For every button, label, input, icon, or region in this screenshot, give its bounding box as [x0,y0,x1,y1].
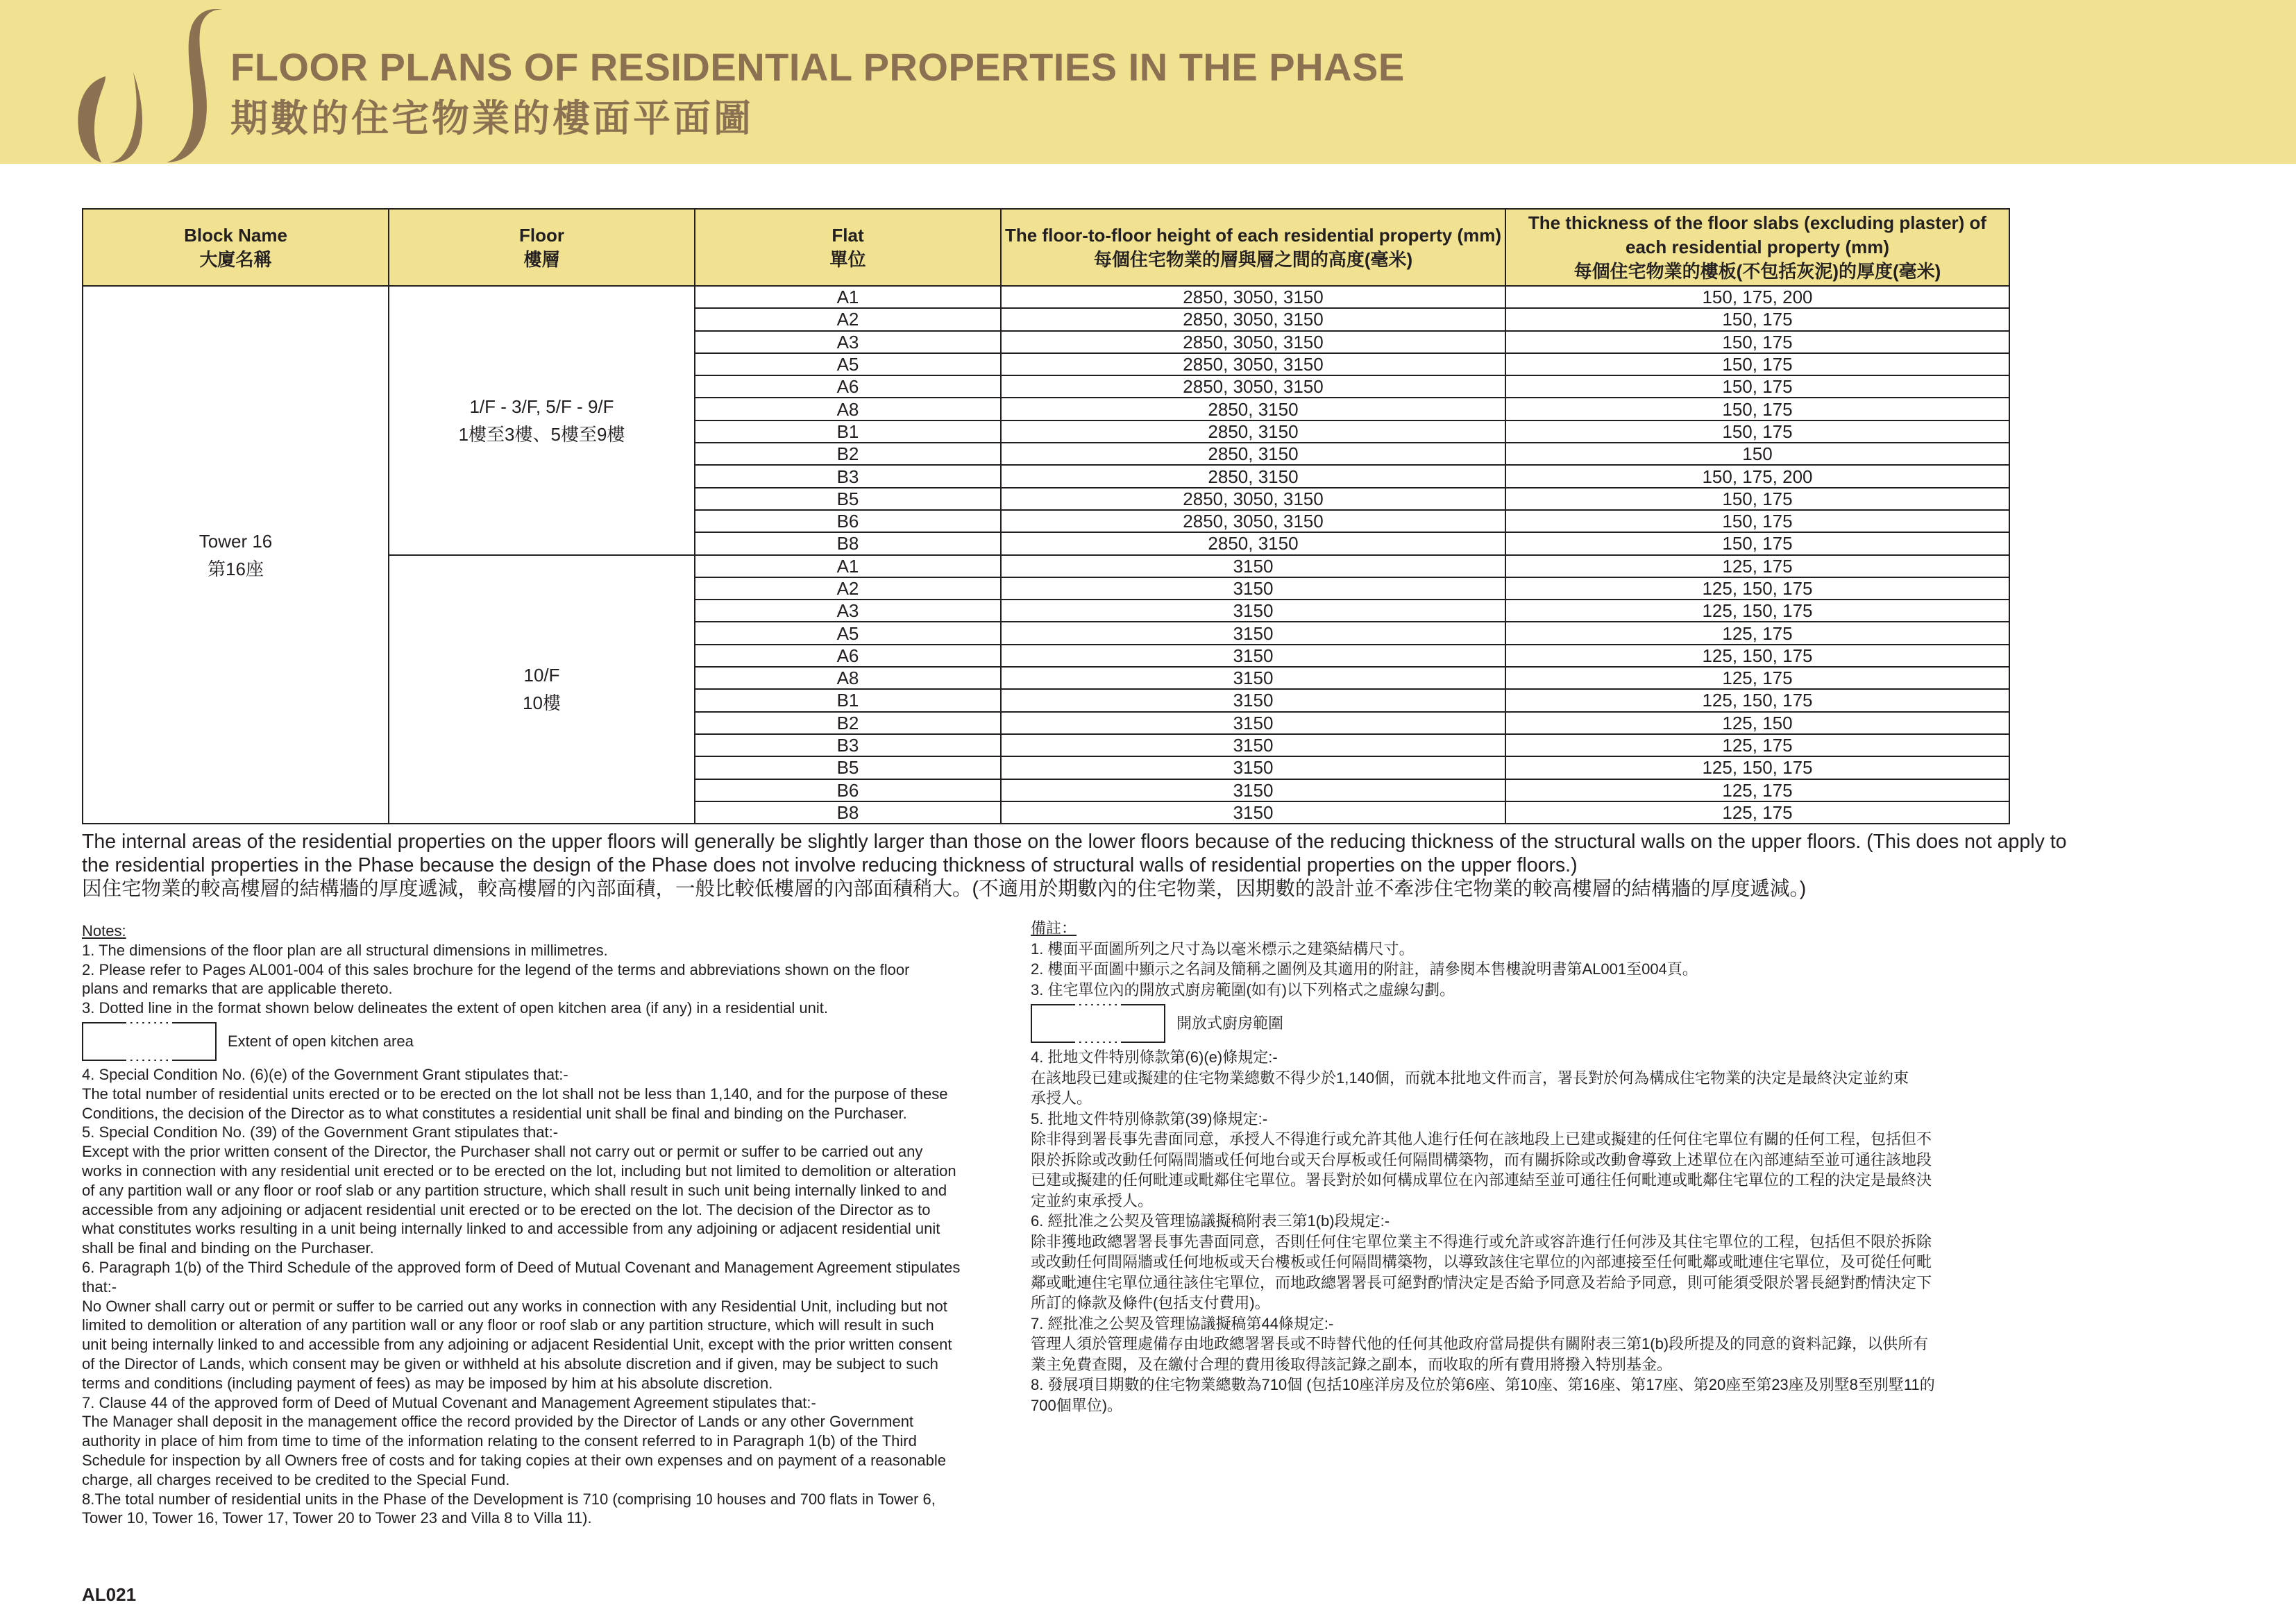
block-name-cell: Tower 16 第16座 [83,286,389,824]
note-line-zh: 鄰或毗連住宅單位通往該住宅單位，而地政總署署長可絕對酌情決定是否給予同意及若給予同意，則可能須受限於署長絕對酌情決定下 [1031,1273,1932,1291]
note-line: that:- [82,1277,117,1295]
height-cell: 3150 [1001,577,1505,600]
note-line-zh: 定並約束承授人。 [1031,1191,1154,1209]
notes-en [82,921,1012,1528]
height-cell: 2850, 3150 [1001,420,1505,443]
legend-label-zh: 開放式廚房範圍 [1176,1014,1284,1033]
note-line: plans and remarks that are applicable thereto. [82,980,393,998]
note-line-zh: 5. 批地文件特別條款第(39)條規定:- [1031,1110,1268,1128]
note-line: 4. Special Condition No. (6)(e) of the Government Grant stipulates that:- [82,1065,568,1083]
height-cell: 3150 [1001,667,1505,689]
height-cell: 3150 [1001,555,1505,577]
note-line: 7. Clause 44 of the approved form of Deed of Mutual Covenant and Management Agreement stipulates that:- [82,1393,816,1411]
legend-label: Extent of open kitchen area [228,1033,414,1051]
flat-cell: B5 [695,756,1001,779]
flat-cell: A2 [695,308,1001,330]
notes-heading: Notes: [82,922,126,940]
slab-cell: 150, 175, 200 [1505,465,2009,487]
note-line: 2. Please refer to Pages AL001-004 of this sales brochure for the legend of the terms and abbreviations shown on the floor [82,960,910,978]
page-title: FLOOR PLANS OF RESIDENTIAL PROPERTIES IN THE PHASE [230,45,1405,89]
note-line-zh: 管理人須於管理處備存由地政總署署長或不時替代他的任何其他政府當局提供有關附表三第1(b)段所提及的同意的資料記錄，以供所有 [1031,1335,1929,1352]
header-floor: Floor 樓層 [389,209,695,286]
note-line-zh: 限於拆除或改動任何隔間牆或任何地台或天台厚板或任何隔間構築物，而有關拆除或改動會導致上述單位在內部連結至並可通往該地段 [1031,1150,1932,1169]
slab-cell: 125, 175 [1505,667,2009,689]
flat-cell: A5 [695,353,1001,375]
note-line: unit being internally linked to and accessible from any adjoining or adjacent Residential Unit, except with the prior written consent [82,1336,952,1354]
slab-cell: 125, 175 [1505,555,2009,577]
flat-cell: B8 [695,801,1001,824]
floor-cell: 10/F 10樓 [389,555,695,824]
slab-cell: 125, 150, 175 [1505,645,2009,667]
flat-cell: A6 [695,645,1001,667]
flat-cell: A1 [695,555,1001,577]
note-line: authority in place of him from time to time of the information relating to the consent referred to in Paragraph 1(b) of the Third [82,1432,917,1450]
flat-cell: A2 [695,577,1001,600]
height-cell: 3150 [1001,622,1505,644]
height-cell: 3150 [1001,801,1505,824]
kitchen-legend [82,1018,1012,1065]
note-line: works in connection with any residential unit erected or to be erected on the lot, including but not limited to demolition or alteration [82,1162,956,1180]
note-line: 8.The total number of residential units in the Phase of the Development is 710 (comprising 10 houses and 700 flats in Tower 6, [82,1490,936,1508]
height-cell: 2850, 3150 [1001,465,1505,487]
page-code: AL021 [82,1584,137,1605]
note-line: 1. The dimensions of the floor plan are all structural dimensions in millimetres. [82,941,608,959]
note-line-zh: 8. 發展項目期數的住宅物業總數為710個 (包括10座洋房及位於第6座、第10座、第16座、第17座、第20座至第23座及別墅8至別墅11的 [1031,1376,1935,1393]
height-cell: 2850, 3050, 3150 [1001,286,1505,308]
flat-cell: B3 [695,465,1001,487]
slab-cell: 125, 175 [1505,801,2009,824]
note-line-zh: 3. 住宅單位內的開放式廚房範圍(如有)以下列格式之虛線勾劃。 [1031,980,1455,999]
note-line-zh: 所訂的條款及條件(包括支付費用)。 [1031,1294,1270,1311]
height-cell: 2850, 3150 [1001,532,1505,554]
note-line-zh: 除非得到署長事先書面同意，承授人不得進行或允許其他人進行任何在該地段上已建或擬建的任何住宅單位有關的任何工程，包括但不 [1031,1130,1932,1148]
header-block: Block Name 大廈名稱 [83,209,389,286]
header-slab: The thickness of the floor slabs (excluding plaster) of each residential property (mm) 每個住宅物業的樓板(不包括灰泥)的厚度(毫米) [1505,209,2009,286]
note-line-zh: 已建或擬建的任何毗連或毗鄰住宅單位。署長對於如何構成單位在內部連結至並可通往任何毗連或毗鄰住宅單位的工程的決定是最終決 [1031,1171,1932,1189]
note-line: shall be final and binding on the Purchaser. [82,1239,374,1257]
note-line-zh: 在該地段已建或擬建的住宅物業總數不得少於1,140個，而就本批地文件而言，署長對於何為構成住宅物業的決定是最終決定並約束 [1031,1069,1909,1087]
slab-cell: 150, 175, 200 [1505,286,2009,308]
flat-cell: B3 [695,734,1001,756]
header-height: The floor-to-floor height of each residential property (mm) 每個住宅物業的層與層之間的高度(毫米) [1001,209,1505,286]
flat-cell: B2 [695,443,1001,465]
note-line-zh: 6. 經批准之公契及管理協議擬稿附表三第1(b)段規定:- [1031,1212,1390,1230]
flat-cell: B2 [695,712,1001,734]
slab-cell: 150, 175 [1505,308,2009,330]
floor-plan-table [82,208,2010,824]
flat-cell: B1 [695,420,1001,443]
kitchen-legend-zh [1031,1000,2016,1047]
slab-cell: 125, 150, 175 [1505,600,2009,622]
slab-cell: 150, 175 [1505,353,2009,375]
note-line: of any partition wall or any floor or roof slab or any partition structure, which shall result in such unit being internally linked to and [82,1181,947,1199]
note-line: Schedule for inspection by all Owners free of costs and for taking copies at their own expenses and on payment of a reasonable [82,1451,946,1469]
flat-cell: A3 [695,600,1001,622]
slab-cell: 150, 175 [1505,532,2009,554]
note-line-zh: 承授人。 [1031,1089,1092,1107]
height-cell: 2850, 3050, 3150 [1001,510,1505,532]
note-line: charge, all charges received to be credited to the Special Fund. [82,1470,510,1488]
note-line: Except with the prior written consent of the Director, the Purchaser shall not carry out or permit or suffer to be carried out any [82,1143,923,1161]
slab-cell: 150, 175 [1505,398,2009,420]
note-line: 6. Paragraph 1(b) of the Third Schedule of the approved form of Deed of Mutual Covenant and Management Agreement stipulates [82,1258,961,1276]
notes-heading-zh: 備註： [1031,919,1077,937]
table-header-row [83,209,2009,286]
note-line-zh: 或改動任何間隔牆或任何地板或天台樓板或任何隔間構築物，以導致該住宅單位的內部連接至任何毗鄰或毗連住宅單位，及可從任何毗 [1031,1253,1932,1271]
note-line: terms and conditions (including payment of fees) as may be imposed by him at his absolute discretion. [82,1374,773,1392]
slab-cell: 125, 150, 175 [1505,689,2009,711]
note-line: 5. Special Condition No. (39) of the Government Grant stipulates that:- [82,1123,559,1141]
note-line: The total number of residential units erected or to be erected on the lot shall not be less than 1,140, and for the purpose of these [82,1085,948,1103]
flat-cell: B6 [695,510,1001,532]
height-cell: 2850, 3050, 3150 [1001,375,1505,398]
slab-cell: 125, 150, 175 [1505,756,2009,779]
flat-cell: A6 [695,375,1001,398]
slab-cell: 125, 175 [1505,779,2009,801]
flat-cell: B8 [695,532,1001,554]
height-cell: 2850, 3050, 3150 [1001,331,1505,353]
note-line-en: The internal areas of the residential properties on the upper floors will generally be slightly larger than those on the lower floors because of the reducing thickness of the structural walls on the upper floors. (This does not apply to [82,831,2067,853]
open-kitchen-dotted-box [1031,1004,1165,1043]
height-cell: 2850, 3050, 3150 [1001,488,1505,510]
note-line: No Owner shall carry out or permit or suffer to be carried out any works in connection with any Residential Unit, including but not [82,1297,947,1315]
flat-cell: A8 [695,398,1001,420]
note-line-zh: 4. 批地文件特別條款第(6)(e)條規定:- [1031,1048,1278,1066]
slab-cell: 150, 175 [1505,375,2009,398]
notes-zh [1031,918,2016,1416]
note-line-zh: 2. 樓面平面圖中顯示之名詞及簡稱之圖例及其適用的附註，請參閱本售樓說明書第AL001至004頁。 [1031,960,1698,978]
slab-cell: 125, 150 [1505,712,2009,734]
page-title-zh: 期數的住宅物業的樓面平面圖 [230,98,754,139]
note-line-zh: 7. 經批准之公契及管理協議擬稿第44條規定:- [1031,1314,1334,1332]
height-cell: 3150 [1001,600,1505,622]
height-cell: 3150 [1001,779,1505,801]
note-line-zh: 因住宅物業的較高樓層的結構牆的厚度遞減，較高樓層的內部面積，一般比較低樓層的內部面積稍大。(不適用於期數內的住宅物業，因期數的設計並不牽涉住宅物業的較高樓層的結構牆的厚度遞減。) [82,878,1807,900]
height-cell: 2850, 3050, 3150 [1001,353,1505,375]
height-cell: 2850, 3050, 3150 [1001,308,1505,330]
slab-cell: 125, 150, 175 [1505,577,2009,600]
note-line-zh: 1. 樓面平面圖所列之尺寸為以毫米標示之建築結構尺寸。 [1031,940,1415,958]
flat-cell: A8 [695,667,1001,689]
flat-cell: B1 [695,689,1001,711]
height-cell: 3150 [1001,645,1505,667]
slab-cell: 125, 175 [1505,622,2009,644]
note-line: accessible from any adjoining or adjacent residential unit erected or to be erected on the lot. The decision of the Director as to [82,1200,931,1218]
slab-cell: 150, 175 [1505,331,2009,353]
note-line-en: the residential properties in the Phase because the design of the Phase does not involve reducing thickness of structural walls of residential properties on the upper floors.) [82,854,1578,876]
note-line: Tower 10, Tower 16, Tower 17, Tower 20 to Tower 23 and Villa 8 to Villa 11). [82,1509,592,1527]
slab-cell: 150 [1505,443,2009,465]
height-cell: 2850, 3150 [1001,443,1505,465]
note-line: The Manager shall deposit in the management office the record provided by the Director of Lands or any other Government [82,1413,914,1431]
slab-cell: 150, 175 [1505,510,2009,532]
upper-floor-note [82,830,2067,901]
height-cell: 3150 [1001,734,1505,756]
slab-cell: 150, 175 [1505,488,2009,510]
note-line: what constitutes works resulting in a unit being internally linked to and accessible from any adjoining or adjacent residential unit [82,1220,940,1238]
note-line: Conditions, the decision of the Director as to what constitutes a residential unit shall be final and binding on the Purchaser. [82,1104,907,1122]
height-cell: 3150 [1001,689,1505,711]
floor-cell: 1/F - 3/F, 5/F - 9/F 1樓至3樓、5樓至9樓 [389,286,695,555]
slab-cell: 150, 175 [1505,420,2009,443]
note-line-zh: 業主免費查閱，及在繳付合理的費用後取得該記錄之副本，而收取的所有費用將撥入特別基金。 [1031,1355,1673,1373]
height-cell: 2850, 3150 [1001,398,1505,420]
note-line-zh: 除非獲地政總署署長事先書面同意，否則任何住宅單位業主不得進行或允許或容許進行任何涉及其住宅單位的工程，包括但不限於拆除 [1031,1232,1932,1250]
note-line: limited to demolition or alteration of any partition wall or any floor or roof slab or any partition structure, which will result in such [82,1316,934,1334]
flat-cell: A5 [695,622,1001,644]
height-cell: 3150 [1001,712,1505,734]
table-row [83,286,2009,308]
flat-cell: A1 [695,286,1001,308]
header-flat: Flat 單位 [695,209,1001,286]
flat-cell: A3 [695,331,1001,353]
height-cell: 3150 [1001,756,1505,779]
slab-cell: 125, 175 [1505,734,2009,756]
note-line: 3. Dotted line in the format shown below delineates the extent of open kitchen area (if any) in a residential unit. [82,999,828,1017]
note-line: of the Director of Lands, which consent may be given or withheld at his absolute discretion and if given, may be subject to such [82,1354,938,1373]
note-line-zh: 700個單位)。 [1031,1396,1123,1414]
flat-cell: B6 [695,779,1001,801]
open-kitchen-dotted-box [82,1022,217,1061]
brand-logo [69,6,229,164]
flat-cell: B5 [695,488,1001,510]
